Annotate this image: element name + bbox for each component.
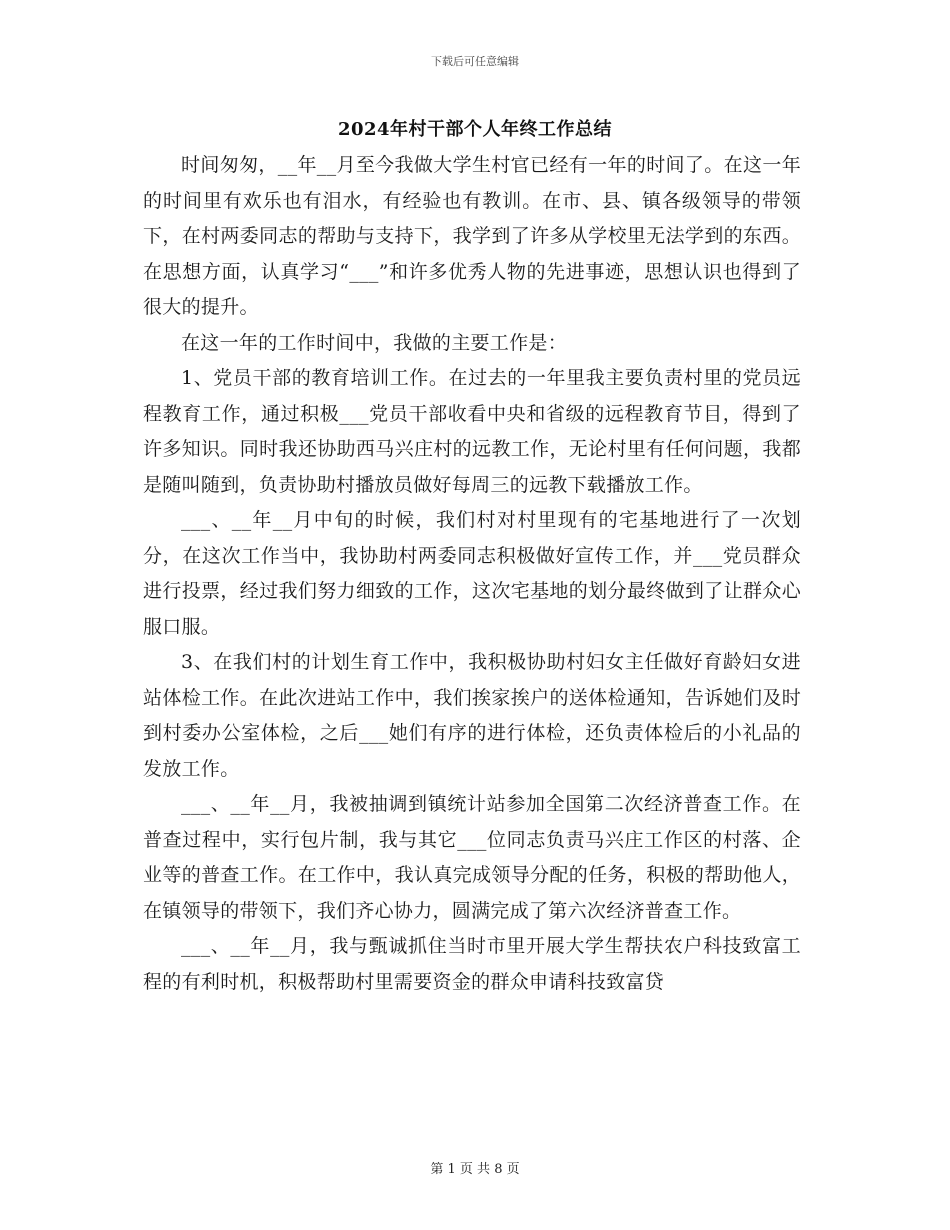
paragraph-item-1: 1、党员干部的教育培训工作。在过去的一年里我主要负责村里的党员远程教育工作，通过积极___党员干部收看中央和省级的远程教育节目，得到了许多知识。同时我还协助西马兴庄村的远教工作，无论村里有任何问题，我都是随叫随到，负责协助村播放员做好每周三的远教下载播放工作。 [143, 367, 801, 496]
paragraph-item-4: ___、__年__月，我被抽调到镇统计站参加全国第二次经济普查工作。在普查过程中，实行包片制，我与其它___位同志负责马兴庄工作区的村落、企业等的普查工作。在工作中，我认真完成领导分配的任务，积极的帮助他人，在镇领导的带领下，我们齐心协力，圆满完成了第六次经济普查工作。 [143, 793, 801, 922]
document-body [143, 148, 801, 1000]
paragraph-item-3: 3、在我们村的计划生育工作中，我积极协助村妇女主任做好育龄妇女进站体检工作。在此次进站工作中，我们挨家挨户的送体检通知，告诉她们及时到村委办公室体检，之后___她们有序的进行体检，还负责体检后的小礼品的发放工作。 [143, 651, 801, 780]
paragraph-main-work: 在这一年的工作时间中，我做的主要工作是： [181, 331, 568, 354]
page-number: 第 1 页 共 8 页 [430, 1162, 520, 1177]
paragraph-intro: 时间匆匆，__年__月至今我做大学生村官已经有一年的时间了。在这一年的时间里有欢乐也有泪水，有经验也有教训。在市、县、镇各级领导的带领下，在村两委同志的帮助与支持下，我学到了许多从学校里无法学到的东西。在思想方面，认真学习“___”和许多优秀人物的先进事迹，思想认识也得到了很大的提升。 [143, 154, 801, 318]
paragraph-item-5: ___、__年__月，我与甄诚抓住当时市里开展大学生帮扶农户科技致富工程的有利时机，积极帮助村里需要资金的群众申请科技致富贷 [143, 935, 801, 993]
paragraph-item-2: ___、__年__月中旬的时候，我们村对村里现有的宅基地进行了一次划分，在这次工作当中，我协助村两委同志积极做好宣传工作，并___党员群众进行投票，经过我们努力细致的工作，这次宅基地的划分最终做到了让群众心服口服。 [143, 509, 801, 638]
page-title: 2024年村干部个人年终工作总结 [337, 119, 613, 140]
header-note: 下载后可任意编辑 [431, 55, 519, 68]
